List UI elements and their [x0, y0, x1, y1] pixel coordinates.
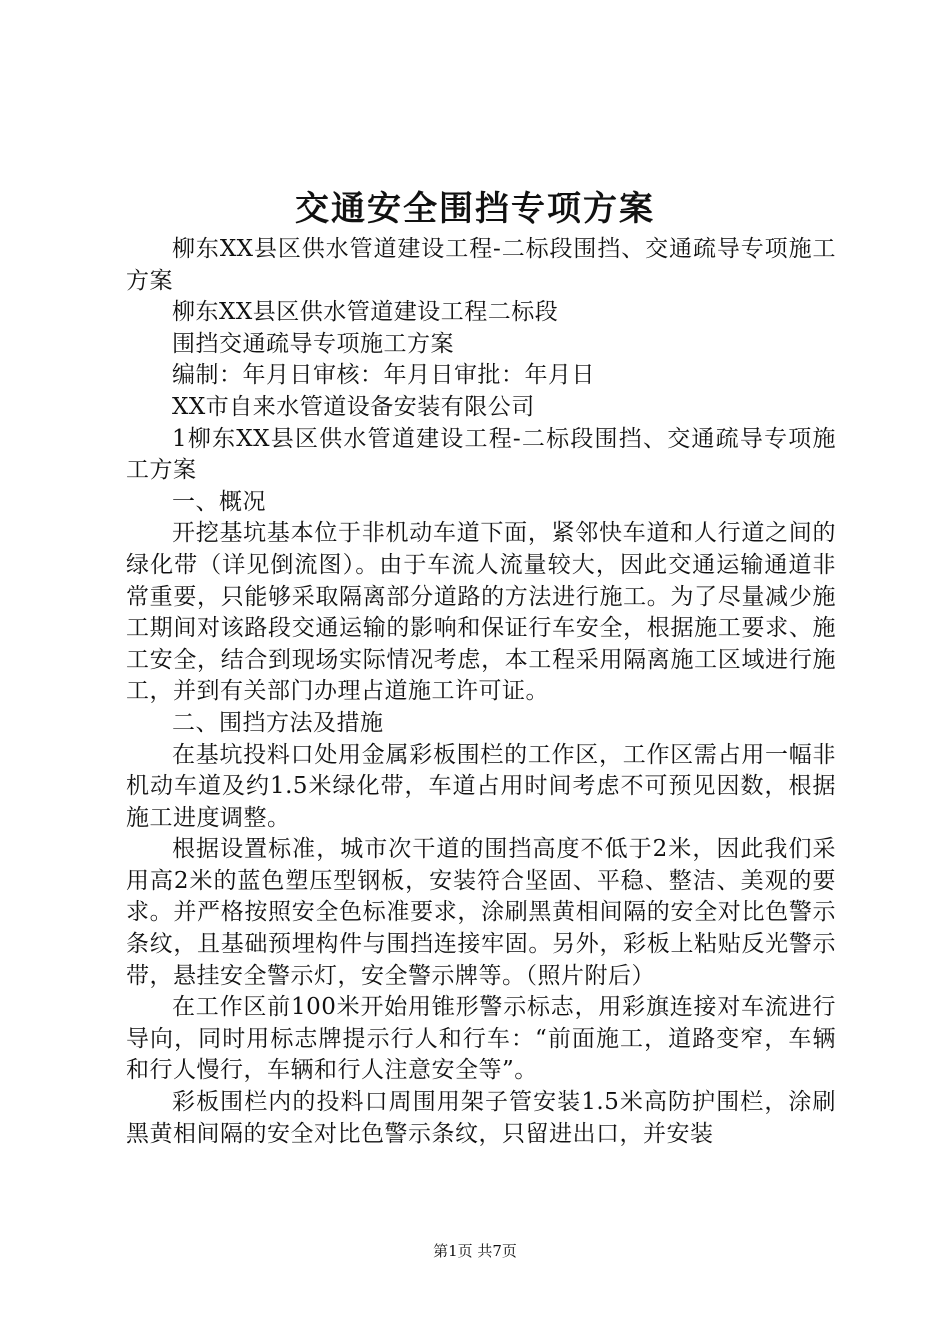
- document-title: 交通安全围挡专项方案: [295, 189, 655, 229]
- paragraph: 1柳东XX县区供水管道建设工程-二标段围挡、交通疏导专项施工方案: [126, 425, 836, 484]
- paragraph: XX市自来水管道设备安装有限公司: [172, 393, 535, 420]
- document-body: [126, 234, 836, 1150]
- paragraph: 根据设置标准，城市次干道的围挡高度不低于2米，因此我们采用高2米的蓝色塑压型钢板，安装符合坚固、平稳、整洁、美观的要求。并严格按照安全色标准要求，涂刷黑黄相间隔的安全对比色警示条纹，且基础预埋构件与围挡连接牢固。另外，彩板上粘贴反光警示带，悬挂安全警示灯，安全警示牌等。（照片附后）: [126, 836, 836, 989]
- paragraph: 在基坑投料口处用金属彩板围栏的工作区，工作区需占用一幅非机动车道及约1.5米绿化带，车道占用时间考虑不可预见因数，根据施工进度调整。: [126, 741, 836, 831]
- paragraph: 彩板围栏内的投料口周围用架子管安装1.5米高防护围栏，涂刷黑黄相间隔的安全对比色警示条纹，只留进出口，并安装: [126, 1089, 836, 1147]
- paragraph: 在工作区前100米开始用锥形警示标志，用彩旗连接对车流进行导向，同时用标志牌提示行人和行车：“前面施工，道路变窄，车辆和行人慢行，车辆和行人注意安全等”。: [126, 994, 836, 1084]
- page-number: 第1页 共7页: [433, 1242, 517, 1260]
- paragraph: 编制：年月日审核：年月日审批：年月日: [172, 362, 595, 389]
- section-heading: 一、概况: [172, 488, 266, 515]
- paragraph: 柳东XX县区供水管道建设工程-二标段围挡、交通疏导专项施工方案: [126, 236, 836, 294]
- page-footer: [0, 1241, 950, 1261]
- paragraph: 柳东XX县区供水管道建设工程二标段: [172, 299, 559, 326]
- paragraph: 围挡交通疏导专项施工方案: [172, 330, 454, 357]
- section-heading: 二、围挡方法及措施: [172, 709, 384, 736]
- paragraph: 开挖基坑基本位于非机动车道下面，紧邻快车道和人行道之间的绿化带（详见倒流图）。由于车流人流量较大，因此交通运输通道非常重要，只能够采取隔离部分道路的方法进行施工。为了尽量减少施工期间对该路段交通运输的影响和保证行车安全，根据施工要求、施工安全，结合到现场实际情况考虑，本工程采用隔离施工区域进行施工，并到有关部门办理占道施工许可证。: [126, 520, 836, 705]
